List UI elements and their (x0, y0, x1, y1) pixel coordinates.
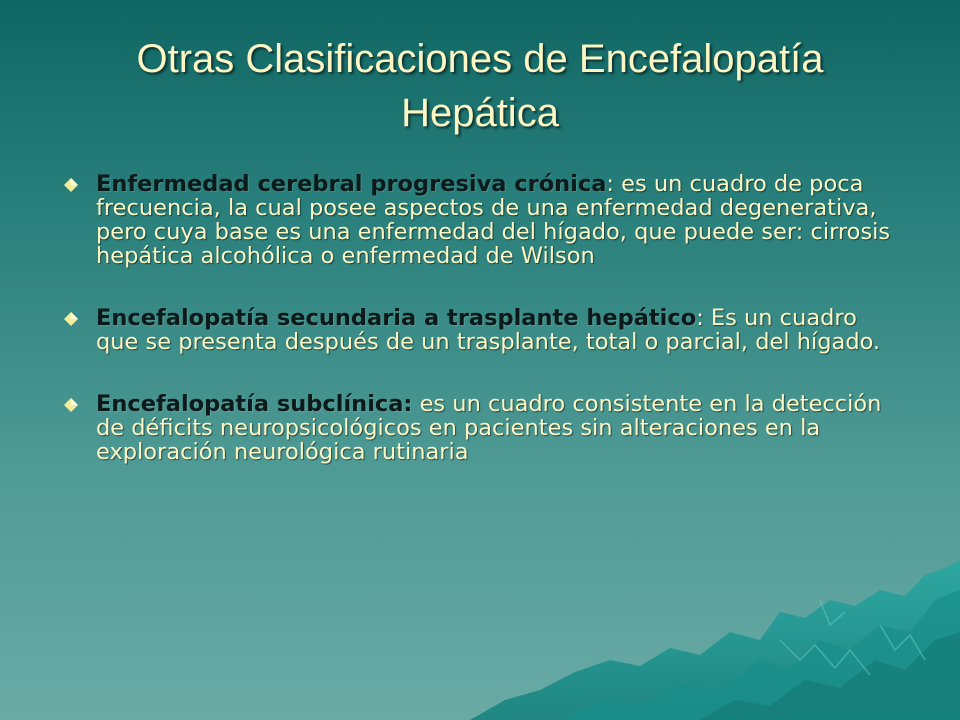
diamond-bullet-icon (63, 397, 79, 413)
bullet-heading: Encefalopatía subclínica: (96, 391, 413, 417)
slide-title (40, 32, 920, 140)
diamond-bullet-icon (63, 177, 79, 193)
bullet-item (60, 306, 905, 354)
bullet-body: : es un cuadro de poca frecuencia, la cual posee aspectos de una enfermedad degenerativa, pero cuya base es una enfermedad del hígado, que puede ser: cirrosis hepática alcohólica o enfermedad de Wilson (96, 171, 891, 269)
bullet-text (96, 392, 905, 464)
bullet-heading: Encefalopatía secundaria a trasplante hepático (96, 305, 697, 331)
title-line-1: Otras Clasificaciones de Encefalopatía (136, 37, 824, 81)
bullet-text (96, 172, 905, 268)
bullet-heading: Enfermedad cerebral progresiva crónica (96, 171, 607, 197)
title-line-2: Hepática (401, 91, 559, 135)
bullet-item (60, 172, 905, 268)
diamond-bullet-icon (63, 311, 79, 327)
bullet-body: : Es un cuadro que se presenta después de un trasplante, total o parcial, del hígado. (96, 305, 881, 355)
bullet-text (96, 306, 905, 354)
bullet-item (60, 392, 905, 464)
bullet-body: es un cuadro consistente en la detección de déficits neuropsicológicos en pacientes sin alteraciones en la exploración neurológica rutinaria (96, 391, 882, 465)
bullet-list (60, 172, 905, 502)
